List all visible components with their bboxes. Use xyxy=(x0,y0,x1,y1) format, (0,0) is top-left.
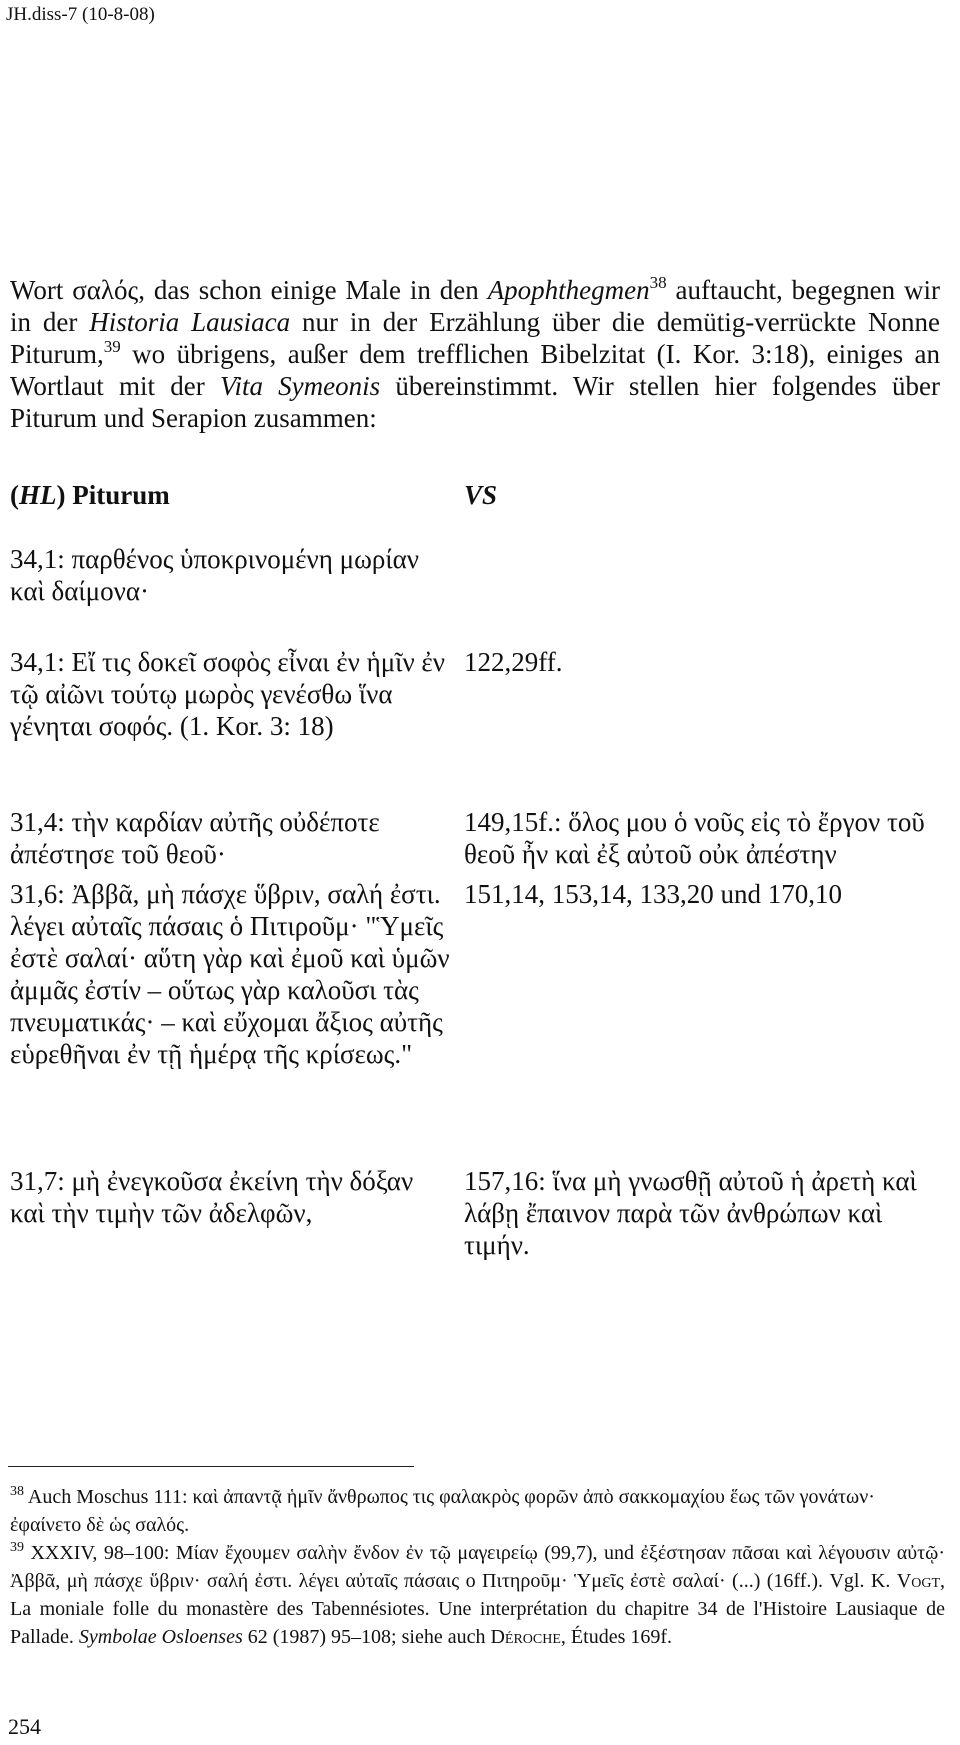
table-row-right: 151,14, 153,14, 133,20 und 170,10 xyxy=(464,879,842,909)
page-number: 254 xyxy=(8,1714,41,1739)
table-row-right: 157,16: ἵνα μὴ γνωσθῇ αὐτοῦ ἡ ἀρετὴ καὶ λάβῃ ἔπαινον παρὰ τῶν ἀνθρώπων καὶ τιμήν. xyxy=(464,1166,917,1260)
table-row-left: 31,7: μὴ ἐνεγκοῦσα ἐκείνη τὴν δόξαν καὶ τὴν τιμὴν τῶν ἀδελφῶν, xyxy=(10,1166,414,1228)
column-head-vs: VS xyxy=(464,480,498,510)
table-row-left: 31,4: τὴν καρδίαν αὐτῆς οὐδέποτε ἀπέστησε τοῦ θεοῦ· xyxy=(10,807,380,869)
footnote-rule xyxy=(8,1466,414,1467)
footnote-ref-39[interactable]: 39 xyxy=(103,337,121,356)
footnote-38: $^{38}$ Auch Moschus 111: καὶ ἀπαντᾷ ἡμῖν ἄνθρωπος τις φαλακρὸς φορῶν ἀπὸ σακκομαχίου ἕως τῶν γονάτων· ἐφαίνετο δὲ ὡς σαλός. xyxy=(10,1484,875,1536)
table-row-left: 34,1: παρθένος ὑποκρινομένη μωρίαν καὶ δαίμονα· xyxy=(10,544,419,606)
table-row-right: 149,15f.: ὅλος μου ὁ νοῦς εἰς τὸ ἔργον τοῦ θεοῦ ἦν καὶ ἐξ αὐτοῦ οὐκ ἀπέστην xyxy=(464,807,925,869)
table-row-right: 122,29ff. xyxy=(464,647,563,677)
intro-paragraph: Wort σαλός, das schon einige Male in den Apophthegmen$^{38}$ auftaucht, begegnen wir in der Historia Lausiaca nur in der Erzählung über die demütig-verrückte Nonne Piturum,$^{39}$ wo übrigens, außer dem trefflichen Bibelzitat (I. Kor. 3:18), einiges an Wortlaut mit der Vita Symeonis übereinstimmt. Wir stellen hier folgendes über Piturum und Serapion zusammen: xyxy=(10,273,941,433)
table-row-left: 31,6: Ἀββᾶ, μὴ πάσχε ὕβριν, σαλή ἐστι. λέγει αὐταῖς πάσαις ὁ Πιτιροῦμ· "Ὑμεῖς ἐστὲ σαλαί· αὕτη γὰρ καὶ ἐμοῦ καὶ ὑμῶν ἀμμᾶς ἐστίν – οὕτως γὰρ καλοῦσι τὰς πνευματικάς· – καὶ εὔχομαι ἄξιος αὐτῆς εὑρεθῆναι ἐν τῇ ἡμέρᾳ τῆς κρίσεως." xyxy=(10,879,450,1069)
footnote-ref-38[interactable]: 38 xyxy=(649,273,667,292)
footnote-39: $^{39}$ XXXIV, 98–100: Μίαν ἔχουμεν σαλὴν ἔνδον ἐν τῷ μαγειρείῳ (99,7), und ἐξέστησαν πᾶσαι καὶ λέγουσιν αὐτῷ· Ἀββᾶ, μὴ πάσχε ὕβριν· σαλή ἐστι. λέγει αὐταῖς πάσαις ο Πιτηροῦμ· Ὑμεῖς ἐστὲ σαλαί· (...) (16ff.). Vgl. K. Vogt, La moniale folle du monastère des Tabennésiotes. Une interprétation du chapitre 34 de l'Histoire Lausiaque de Pallade. Symbolae Osloenses 62 (1987) 95–108; siehe auch Déroche, Études 169f. xyxy=(10,1540,945,1648)
running-head: JH.diss-7 (10-8-08) xyxy=(6,4,155,25)
table-row-left: 34,1: Εἴ τις δοκεῖ σοφὸς εἶναι ἐν ἡμῖν ἐν τῷ αἰῶνι τούτῳ μωρὸς γενέσθω ἵνα γένηται σοφός. (1. Kor. 3: 18) xyxy=(10,647,445,741)
column-head-hl: (HL) Piturum xyxy=(10,480,170,510)
